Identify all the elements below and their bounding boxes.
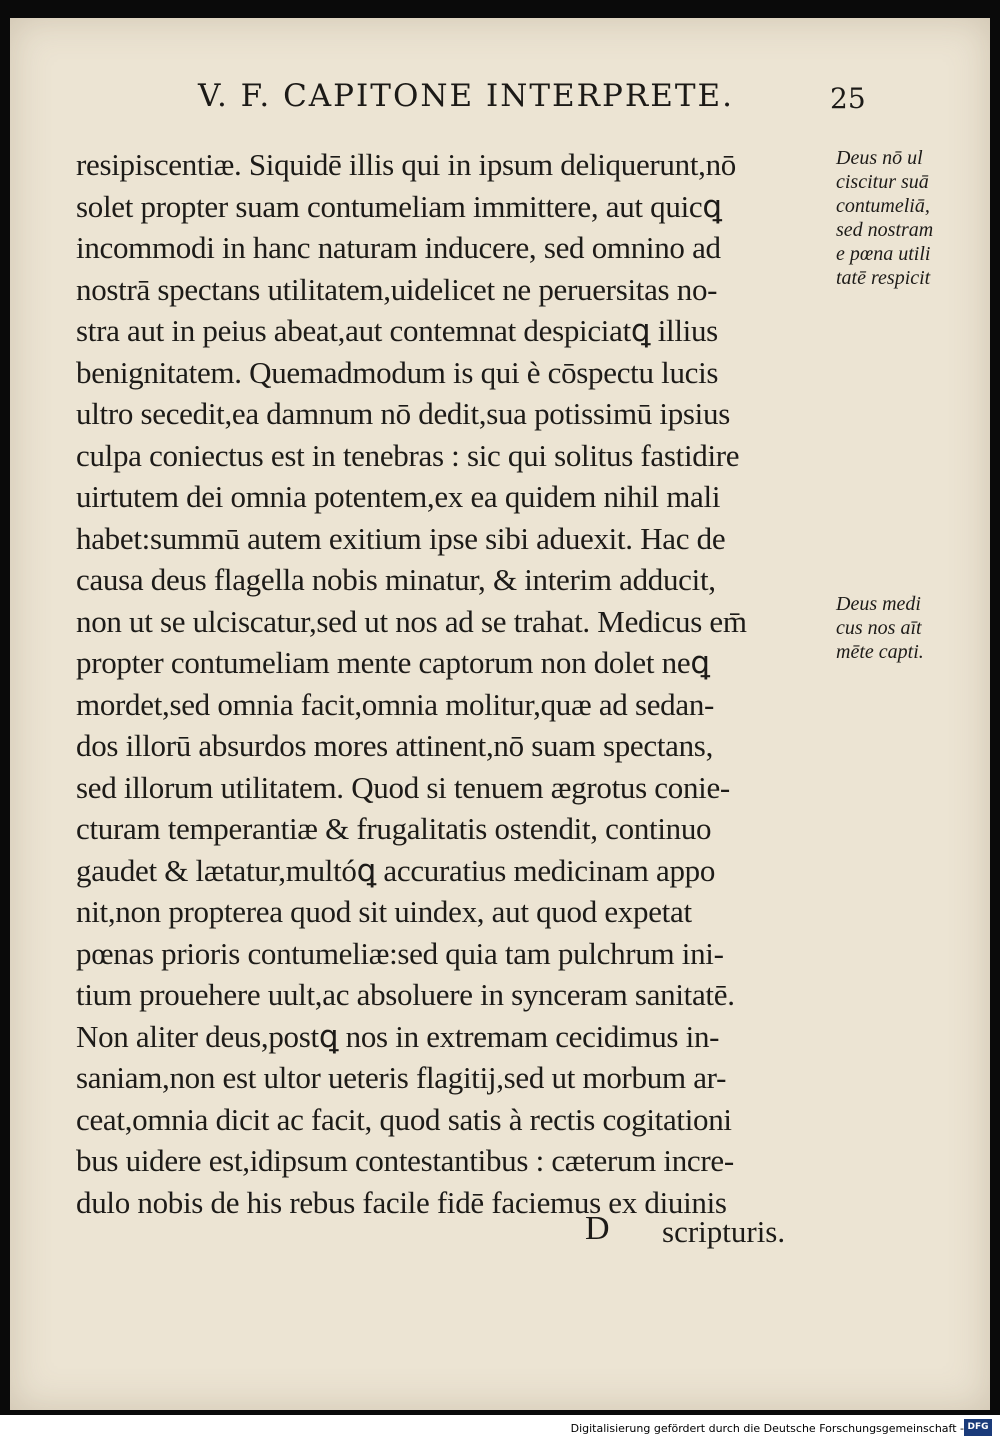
margin-note-line: contumeliā, [836,195,930,217]
margin-note-line: Deus medi [836,593,921,615]
dfg-logo-icon: DFG [964,1419,992,1436]
body-text [76,144,836,1223]
footer-credit-text: Digitalisierung gefördert durch die Deutsche Forschungsgemeinschaft - [570,1422,964,1435]
text-line: non ut se ulciscatur,sed ut nos ad se trahat. Medicus em̄ [76,603,747,639]
text-line: solet propter suam contumeliam immittere, aut quicꝗ [76,188,722,224]
text-line: resipiscentiæ. Siquidē illis qui in ipsum deliquerunt,nō [76,147,736,182]
text-line: tium prouehere uult,ac absoluere in synceram sanitatē. [76,977,735,1012]
margin-note-line: cus nos aīt [836,617,922,639]
text-line: sed illorum utilitatem. Quod si tenuem ægrotus conie- [76,769,730,805]
catchword: scripturis. [662,1214,786,1249]
margin-note-line: mēte capti. [836,641,924,663]
book-page [10,18,990,1410]
margin-note-line: tatē respicit [836,267,931,289]
text-line: ultro secedit,ea damnum nō dedit,sua potissimū ipsius [76,396,730,431]
text-line: gaudet & lætatur,multóꝗ accuratius medicinam appo [76,852,716,888]
text-line: Non aliter deus,postꝗ nos in extremam cecidimus in- [76,1018,720,1054]
text-line: cturam temperantiæ & frugalitatis ostendit, continuo [76,811,712,846]
text-line: benignitatem. Quemadmodum is qui è cōspectu lucis [76,354,719,390]
text-line: causa deus flagella nobis minatur, & interim adducit, [76,562,716,597]
running-head-title: V. F. CAPITONE INTERPRETE. [198,78,734,114]
text-line: saniam,non est ultor ueteris flagitij,sed ut morbum ar- [76,1060,727,1095]
text-line: dos illorū absurdos mores attinent,nō suam spectans, [76,728,714,763]
margin-note [836,592,976,664]
text-line: propter contumeliam mente captorum non dolet neꝗ [76,645,710,680]
margin-note [836,146,976,290]
footer-bar [0,1415,1000,1440]
signature-mark: D [585,1210,610,1247]
text-line: incommodi in hanc naturam inducere, sed omnino ad [76,230,721,265]
text-line: ceat,omnia dicit ac facit, quod satis à rectis cogitationi [76,1101,732,1137]
text-line: nit,non propterea quod sit uindex, aut quod expetat [76,894,692,929]
text-line: mordet,sed omnia facit,omnia molitur,quæ ad sedan- [76,686,715,722]
text-line: nostrā spectans utilitatem,uidelicet ne peruersitas no- [76,271,718,307]
text-line: pœnas prioris contumeliæ:sed quia tam pulchrum ini- [76,935,724,971]
margin-note-line: Deus nō ul [836,147,923,169]
margin-note-line: ciscitur suā [836,171,929,193]
text-line: bus uidere est,idipsum contestantibus : cæterum incre- [76,1143,734,1178]
text-line: habet:summū autem exitium ipse sibi aduexit. Hac de [76,520,726,556]
text-line: stra aut in peius abeat,aut contemnat despiciatꝗ illius [76,313,718,348]
text-line: culpa coniectus est in tenebras : sic qui solitus fastidire [76,437,740,473]
margin-note-line: e pœna utili [836,243,931,265]
text-line: uirtutem dei omnia potentem,ex ea quidem nihil mali [76,479,721,514]
running-head [180,70,880,120]
text-line: dulo nobis de his rebus facile fidē faciemus ex diuinis [76,1184,727,1220]
margin-note-line: sed nostram [836,219,934,241]
page-number: 25 [830,82,866,115]
